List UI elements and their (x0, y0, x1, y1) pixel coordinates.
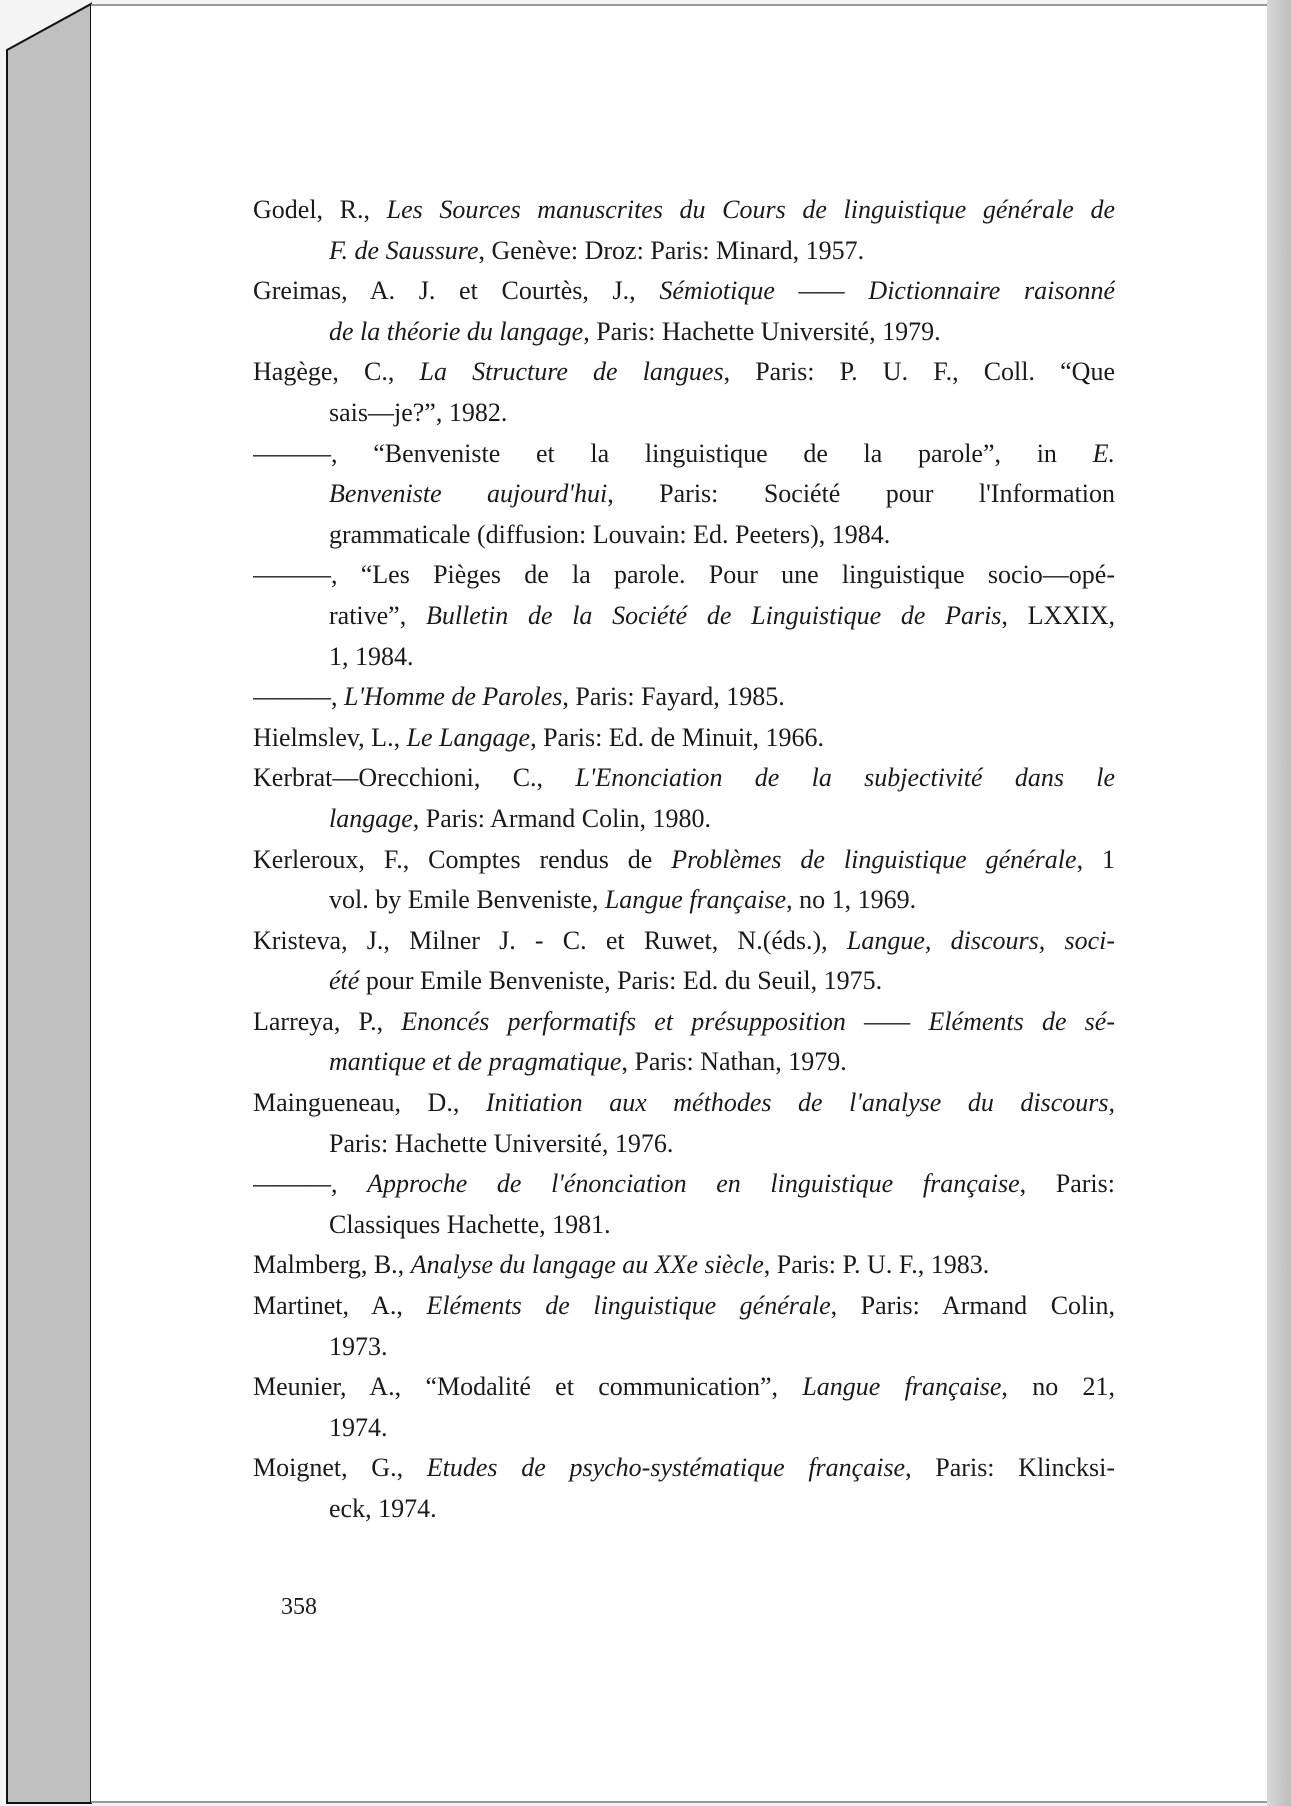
entry-text: sais—je?”, 1982. (329, 397, 508, 427)
italic-title-text: L'Homme de Paroles (344, 682, 563, 712)
bibliography-entry (253, 1164, 1115, 1245)
entry-line (253, 758, 1115, 799)
italic-title-text: Les Sources manuscrites du Cours de linguistique générale de (386, 195, 1115, 224)
bibliography-entry (253, 1448, 1115, 1529)
entry-line (253, 434, 1115, 475)
bibliography-entry (253, 718, 1115, 759)
entry-line (253, 393, 1115, 434)
entry-text: Hielmslev, L., (253, 722, 407, 752)
italic-title-text: Approche de l'énonciation en linguistique française (367, 1169, 1020, 1199)
entry-text: , 1 (1076, 844, 1115, 874)
entry-text: , Paris: Société pour l'Information (607, 479, 1115, 509)
bibliography-entry (253, 555, 1115, 677)
bibliography-entry (253, 1002, 1115, 1083)
bibliography-entry (253, 1245, 1115, 1286)
entry-text: Hagège, C., (253, 357, 420, 387)
entry-line (253, 799, 1115, 840)
entry-line (253, 1124, 1115, 1165)
bibliography-entry (253, 1083, 1115, 1164)
entry-text: 1973. (329, 1331, 388, 1361)
entry-line (253, 1042, 1115, 1083)
entry-text: , LXXIX, (1001, 600, 1115, 630)
italic-title-text: F. de Saussure (329, 235, 479, 265)
entry-text: Malmberg, B., (253, 1250, 411, 1280)
bibliography-list (253, 190, 1115, 1530)
entry-text: , Paris: Hachette Université, 1979. (583, 316, 941, 346)
italic-title-text: Langue, discours, soci- (846, 925, 1115, 955)
entry-text: Moignet, G., (253, 1453, 427, 1483)
entry-line (253, 231, 1115, 272)
entry-text: rative”, (329, 600, 426, 630)
entry-line (253, 1448, 1115, 1489)
entry-text: , Paris: Armand Colin, (830, 1291, 1115, 1321)
entry-text: , Paris: Ed. de Minuit, 1966. (530, 722, 824, 752)
entry-text: Classiques Hachette, 1981. (329, 1209, 611, 1239)
bibliography-entry (253, 271, 1115, 352)
entry-line (253, 1327, 1115, 1368)
entry-line (253, 555, 1115, 596)
italic-title-text: Bulletin de la Société de Linguistique de Paris (425, 600, 1002, 630)
entry-text: Greimas, A. J. et Courtès, J., (253, 276, 660, 306)
bibliography-entry (253, 190, 1115, 271)
italic-title-text: Etudes de psycho-systématique française (426, 1453, 906, 1483)
entry-line (253, 1489, 1115, 1530)
italic-title-text: de la théorie du langage (329, 316, 584, 346)
italic-title-text: Enoncés performatifs et présupposition —— Eléments de sé- (401, 1006, 1115, 1036)
entry-text: Larreya, P., (253, 1006, 402, 1036)
entry-text: pour Emile Benveniste, Paris: Ed. du Seuil, 1975. (359, 966, 883, 996)
entry-text: Maingueneau, D., (253, 1088, 486, 1118)
entry-line (253, 880, 1115, 921)
entry-text: ———, (253, 682, 344, 712)
entry-line (253, 961, 1115, 1002)
entry-text: , no 1, 1969. (786, 885, 917, 915)
bibliography-entry (253, 921, 1115, 1002)
entry-text: , Paris: Armand Colin, 1980. (412, 803, 712, 833)
bibliography-entry (253, 434, 1115, 556)
italic-title-text: E. (1092, 438, 1115, 468)
entry-text: ———, “Benveniste et la linguistique de la parole”, in (253, 438, 1093, 468)
entry-text: Kerleroux, F., Comptes rendus de (253, 844, 672, 874)
entry-line (253, 1286, 1115, 1327)
entry-line (253, 921, 1115, 962)
entry-line (253, 1367, 1115, 1408)
entry-text: ———, “Les Pièges de la parole. Pour une linguistique socio—opé- (253, 560, 1115, 590)
entry-text: Kristeva, J., Milner J. - C. et Ruwet, N.(éds.), (253, 925, 847, 955)
entry-text: grammaticale (diffusion: Louvain: Ed. Peeters), 1984. (329, 519, 891, 549)
entry-text: , Paris: P. U. F., 1983. (763, 1250, 990, 1280)
italic-title-text: langage (329, 803, 413, 833)
italic-title-text: été (329, 966, 360, 996)
entry-line (253, 515, 1115, 556)
entry-line (253, 1164, 1115, 1205)
entry-text: ———, (253, 1169, 368, 1199)
entry-text: 1, 1984. (329, 641, 414, 671)
entry-line (253, 271, 1115, 312)
entry-line (253, 312, 1115, 353)
italic-title-text: Benveniste aujourd'hui (329, 479, 608, 509)
entry-text: eck, 1974. (329, 1494, 437, 1523)
entry-text: Paris: Hachette Université, 1976. (329, 1128, 674, 1158)
entry-line (253, 352, 1115, 393)
entry-line (253, 474, 1115, 515)
entry-text: , no 21, (1001, 1372, 1115, 1402)
italic-title-text: Sémiotique —— Dictionnaire raisonné (659, 276, 1115, 306)
entry-text: Martinet, A., (253, 1291, 427, 1321)
entry-line (253, 677, 1115, 718)
bibliography-entry (253, 1286, 1115, 1367)
entry-text: , Paris: Nathan, 1979. (621, 1047, 847, 1077)
entry-line (253, 840, 1115, 881)
entry-text: vol. by Emile Benveniste, (329, 885, 605, 915)
bibliography-entry (253, 758, 1115, 839)
entry-line (253, 1083, 1115, 1124)
entry-line (253, 1002, 1115, 1043)
bibliography-entry (253, 677, 1115, 718)
entry-line (253, 1245, 1115, 1286)
entry-text: , Genève: Droz: Paris: Minard, 1957. (478, 235, 865, 265)
bibliography-entry (253, 840, 1115, 921)
entry-line (253, 1205, 1115, 1246)
italic-title-text: Problèmes de linguistique générale (671, 844, 1077, 874)
italic-title-text: Langue française (802, 1372, 1002, 1402)
entry-text: 1974. (329, 1412, 388, 1442)
entry-text: , Paris: P. U. F., Coll. “Que (723, 357, 1115, 387)
entry-text: , Paris: Klincksi- (905, 1453, 1115, 1483)
page-number: 358 (281, 1594, 317, 1620)
entry-line (253, 1408, 1115, 1449)
italic-title-text: Initiation aux méthodes de l'analyse du discours, (485, 1088, 1115, 1118)
bibliography-entry (253, 352, 1115, 433)
entry-line (253, 596, 1115, 637)
italic-title-text: L'Enonciation de la subjectivité dans le (575, 763, 1115, 793)
italic-title-text: Eléments de linguistique générale (426, 1291, 831, 1321)
italic-title-text: La Structure de langues (419, 357, 724, 387)
italic-title-text: Le Langage (406, 722, 531, 752)
entry-text: Kerbrat—Orecchioni, C., (253, 763, 576, 793)
italic-title-text: Langue française (604, 885, 787, 915)
italic-title-text: mantique et de pragmatique (329, 1047, 622, 1077)
entry-line (253, 190, 1115, 231)
bibliography-entry (253, 1367, 1115, 1448)
entry-text: , Paris: Fayard, 1985. (562, 682, 785, 712)
entry-line (253, 718, 1115, 759)
entry-text: , Paris: (1019, 1169, 1115, 1199)
entry-text: Godel, R., (253, 195, 387, 224)
italic-title-text: Analyse du langage au XXe siècle (410, 1250, 764, 1280)
entry-text: Meunier, A., “Modalité et communication”, (253, 1372, 803, 1402)
page-edge-shadow (1267, 0, 1291, 1806)
entry-line (253, 637, 1115, 678)
